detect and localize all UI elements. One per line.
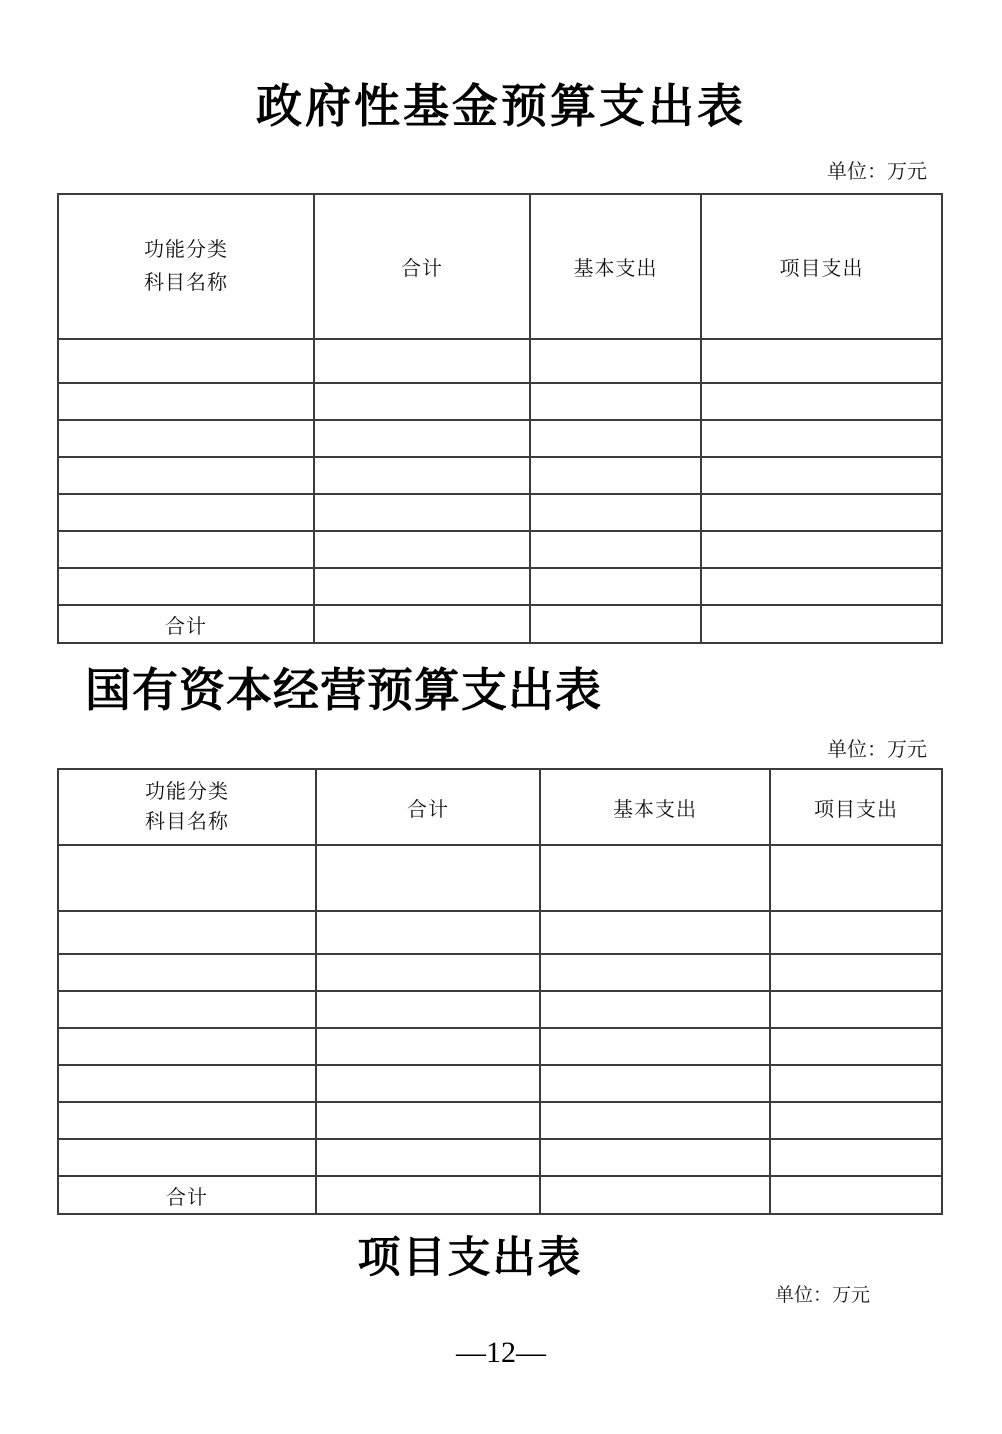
empty-row: [58, 991, 942, 1028]
empty-cell: [58, 531, 314, 568]
empty-cell: [530, 494, 701, 531]
header-function-category: [58, 769, 316, 845]
header-function-category: [58, 194, 314, 339]
empty-cell: [316, 1176, 540, 1214]
empty-cell: [316, 845, 540, 911]
empty-cell: [701, 494, 942, 531]
empty-cell: [314, 568, 530, 605]
empty-row: [58, 457, 942, 494]
empty-cell: [316, 954, 540, 991]
empty-cell: [58, 339, 314, 383]
empty-cell: [58, 420, 314, 457]
empty-cell: [58, 911, 316, 954]
empty-cell: [314, 420, 530, 457]
state-capital-unit-label: 单位：万元: [827, 739, 927, 761]
header-total: 合计: [314, 194, 530, 339]
empty-row: [58, 1139, 942, 1176]
gov-fund-table-title: 政府性基金预算支出表: [256, 80, 746, 132]
header-function-category-line2: 科目名称: [144, 271, 228, 294]
empty-cell: [701, 457, 942, 494]
empty-cell: [530, 531, 701, 568]
empty-cell: [770, 845, 942, 911]
empty-cell: [540, 1102, 770, 1139]
header-total: 合计: [316, 769, 540, 845]
empty-cell: [530, 339, 701, 383]
gov-fund-table-body: [58, 339, 942, 643]
empty-cell: [701, 383, 942, 420]
empty-cell: [540, 845, 770, 911]
empty-cell: [58, 383, 314, 420]
empty-cell: [530, 420, 701, 457]
empty-row: [58, 954, 942, 991]
empty-cell: [701, 531, 942, 568]
empty-cell: [58, 457, 314, 494]
empty-cell: [540, 954, 770, 991]
empty-cell: [316, 1139, 540, 1176]
empty-cell: [701, 568, 942, 605]
empty-cell: [58, 845, 316, 911]
empty-row: [58, 845, 942, 911]
header-project-expenditure: 项目支出: [770, 769, 942, 845]
total-row: [58, 1176, 942, 1214]
empty-cell: [540, 1028, 770, 1065]
empty-cell: [314, 383, 530, 420]
empty-cell: [316, 911, 540, 954]
empty-cell: [701, 420, 942, 457]
empty-cell: [530, 383, 701, 420]
empty-cell: [540, 991, 770, 1028]
empty-row: [58, 420, 942, 457]
empty-cell: [58, 1102, 316, 1139]
empty-row: [58, 1028, 942, 1065]
gov-fund-unit-label: 单位：万元: [827, 161, 927, 183]
empty-cell: [770, 1102, 942, 1139]
empty-cell: [540, 1065, 770, 1102]
empty-row: [58, 531, 942, 568]
project-expenditure-table-title: 项目支出表: [357, 1234, 583, 1282]
header-function-category-line2: 科目名称: [145, 811, 229, 833]
empty-row: [58, 494, 942, 531]
empty-cell: [58, 991, 316, 1028]
empty-cell: [58, 1065, 316, 1102]
empty-cell: [316, 991, 540, 1028]
empty-cell: [770, 1028, 942, 1065]
empty-cell: [770, 911, 942, 954]
empty-cell: [58, 1028, 316, 1065]
empty-cell: [314, 531, 530, 568]
header-basic-expenditure: 基本支出: [530, 194, 701, 339]
header-function-category-line1: 功能分类: [145, 781, 229, 803]
project-expenditure-unit-label: 单位：万元: [774, 1285, 870, 1306]
empty-cell: [770, 954, 942, 991]
empty-row: [58, 383, 942, 420]
state-capital-table-body: [58, 845, 942, 1214]
empty-cell: [530, 568, 701, 605]
empty-cell: [540, 911, 770, 954]
header-row: [58, 769, 942, 845]
empty-cell: [316, 1028, 540, 1065]
empty-cell: [58, 954, 316, 991]
empty-cell: [316, 1102, 540, 1139]
empty-cell: [540, 1176, 770, 1214]
empty-cell: [58, 568, 314, 605]
empty-cell: [314, 457, 530, 494]
empty-cell: [58, 1139, 316, 1176]
empty-cell: [530, 605, 701, 643]
total-row-label: 合计: [58, 1176, 316, 1214]
empty-cell: [770, 1065, 942, 1102]
header-row: [58, 194, 942, 339]
empty-cell: [770, 991, 942, 1028]
total-row-label: 合计: [58, 605, 314, 643]
total-row: [58, 605, 942, 643]
empty-row: [58, 339, 942, 383]
header-function-category-line1: 功能分类: [144, 238, 228, 261]
empty-row: [58, 1102, 942, 1139]
empty-cell: [540, 1139, 770, 1176]
empty-cell: [316, 1065, 540, 1102]
header-basic-expenditure: 基本支出: [540, 769, 770, 845]
gov-fund-table-header: [58, 194, 942, 339]
empty-cell: [701, 605, 942, 643]
page-number: —12—: [456, 1336, 546, 1369]
empty-cell: [770, 1139, 942, 1176]
empty-cell: [58, 494, 314, 531]
empty-cell: [314, 605, 530, 643]
gov-fund-budget-table: [57, 193, 943, 644]
empty-row: [58, 911, 942, 954]
empty-cell: [770, 1176, 942, 1214]
empty-row: [58, 1065, 942, 1102]
header-project-expenditure: 项目支出: [701, 194, 942, 339]
empty-cell: [701, 339, 942, 383]
empty-cell: [314, 494, 530, 531]
state-capital-table-header: [58, 769, 942, 845]
empty-cell: [530, 457, 701, 494]
state-capital-budget-table: [57, 768, 943, 1215]
state-capital-table-title: 国有资本经营预算支出表: [85, 664, 602, 716]
empty-row: [58, 568, 942, 605]
empty-cell: [314, 339, 530, 383]
